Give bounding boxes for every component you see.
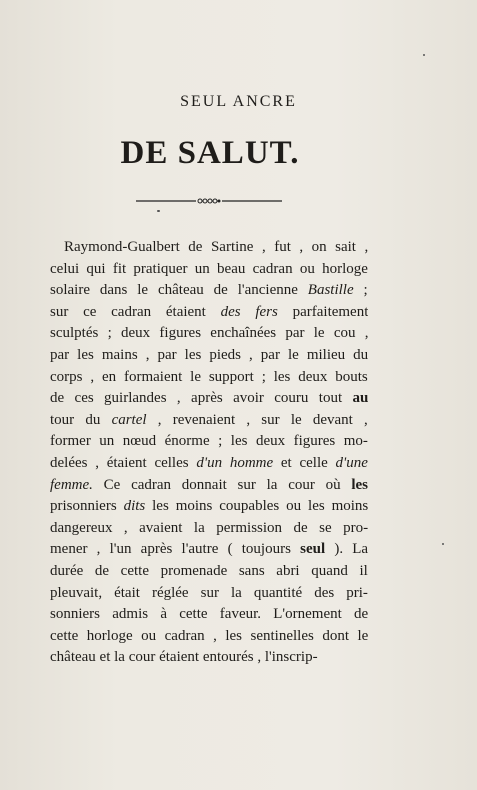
text-line xyxy=(50,604,368,626)
italic-text: dits xyxy=(123,498,146,515)
text-line xyxy=(50,626,368,648)
text-line xyxy=(50,453,368,475)
text-run: delées , étaient celles xyxy=(50,454,197,471)
italic-text: Bastille xyxy=(307,282,354,299)
text-run: château et la cour étaient entourés , l'inscrip- xyxy=(50,649,318,666)
text-run: sculptés ; deux figures enchaînées par le cou , xyxy=(50,325,368,342)
text-line xyxy=(50,323,368,345)
text-run: cette horloge ou cadran , les sentinelles dont le xyxy=(50,627,368,644)
text-line xyxy=(50,388,368,410)
text-run: de ces guirlandes , après avoir couru tout xyxy=(50,390,353,407)
italic-text: femme. xyxy=(50,476,93,493)
text-run: durée de cette promenade sans abri quand il xyxy=(50,562,368,579)
text-run: et celle xyxy=(273,454,336,471)
ink-speck xyxy=(157,210,160,212)
text-line xyxy=(50,345,368,367)
text-run: les moins coupables ou les moins xyxy=(145,498,368,515)
text-run: tour du xyxy=(50,411,112,428)
text-line xyxy=(50,475,368,497)
text-line xyxy=(50,561,368,583)
text-line xyxy=(50,259,368,281)
ornament-rule xyxy=(136,196,282,206)
bold-text: seul xyxy=(300,541,326,558)
text-line xyxy=(50,367,368,389)
text-run: ). La xyxy=(325,541,368,558)
bold-text: les xyxy=(351,476,368,493)
text-run: parfaitement xyxy=(277,303,368,320)
text-run: pleuvait, était réglée sur la quantité des pri- xyxy=(50,584,368,601)
text-line xyxy=(50,302,368,324)
italic-text: d'une xyxy=(335,454,368,471)
ink-speck xyxy=(423,54,425,56)
italic-text: des fers xyxy=(220,303,278,320)
text-line xyxy=(50,518,368,540)
text-line xyxy=(50,237,368,259)
text-run: sur ce cadran étaient xyxy=(50,303,221,320)
text-line xyxy=(50,647,368,669)
text-run: celui qui fit pratiquer un beau cadran ou horloge xyxy=(50,260,368,277)
body-paragraph xyxy=(50,237,368,669)
text-run: Raymond-Gualbert de Sartine , fut , on sait , xyxy=(64,239,368,255)
text-run: , revenaient , sur le devant , xyxy=(146,411,368,428)
bold-text: au xyxy=(352,390,368,407)
text-run: par les mains , par les pieds , par le milieu du xyxy=(50,346,368,363)
chapter-heading-line2: DE SALUT. xyxy=(120,135,300,171)
text-line xyxy=(50,496,368,518)
text-line xyxy=(50,583,368,605)
chapter-heading-line1: SEUL ANCRE xyxy=(180,93,297,110)
italic-text: cartel xyxy=(111,411,147,428)
ink-speck xyxy=(442,543,444,545)
text-run: corps , en formaient le support ; les deux bouts xyxy=(50,368,368,385)
text-run: solaire dans le château de l'ancienne xyxy=(50,282,308,299)
text-run: prisonniers xyxy=(50,498,124,515)
text-run: ; xyxy=(353,282,368,299)
text-run: former un nœud énorme ; les deux figures mo- xyxy=(50,433,368,450)
text-run: sonniers admis à cette faveur. L'ornement de xyxy=(50,606,368,623)
text-run: dangereux , avaient la permission de se pro- xyxy=(50,519,368,536)
text-line xyxy=(50,280,368,302)
italic-text: d'un homme xyxy=(196,454,274,471)
text-run: mener , l'un après l'autre ( toujours xyxy=(50,541,301,558)
text-line xyxy=(50,431,368,453)
text-line xyxy=(50,410,368,432)
text-line xyxy=(50,539,368,561)
text-run: Ce cadran donnait sur la cour où xyxy=(92,476,352,493)
